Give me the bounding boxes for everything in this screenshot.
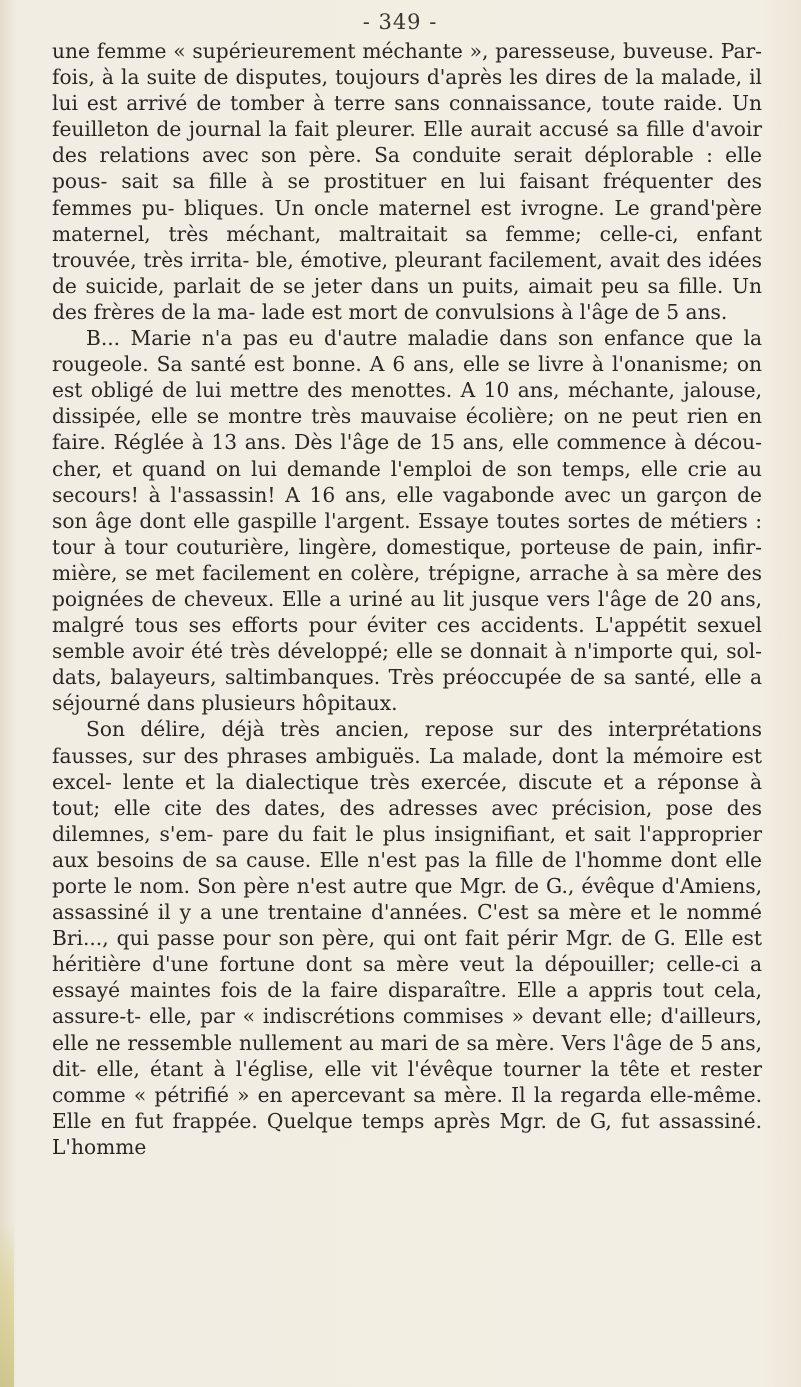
page-edge-stain: [0, 1220, 14, 1387]
paragraph-family-history: une femme « supérieurement méchante », paresseuse, buveuse. Par- fois, à la suite de disputes, toujours d'après les dires de la malade, il lui est arrivé de tomber à terre sans connaissance, toute raide. Un feuilleton de journal la fait pleurer. Elle aurait accusé sa fille d'avoir des relations avec son père. Sa conduite serait déplorable : elle pous- sait sa fille à se prostituer en lui faisant fréquenter des femmes pu- bliques. Un oncle maternel est ivrogne. Le grand'père maternel, très méchant, maltraitait sa femme; celle-ci, enfant trouvée, très irrita- ble, émotive, pleurant facilement, avait des idées de suicide, parlait de se jeter dans un puits, aimait peu sa fille. Un des frères de la ma- lade est mort de convulsions à l'âge de 5 ans.: [52, 39, 762, 324]
page-number: - 349 -: [362, 10, 438, 34]
body-text: [52, 38, 762, 1160]
paragraph-childhood: B... Marie n'a pas eu d'autre maladie dans son enfance que la rougeole. Sa santé est bonne. A 6 ans, elle se livre à l'onanisme; on est obligé de lui mettre des menottes. A 10 ans, méchante, jalouse, dissipée, elle se montre très mauvaise écolière; on ne peut rien en faire. Réglée à 13 ans. Dès l'âge de 15 ans, elle commence à décou- cher, et quand on lui demande l'emploi de son temps, elle crie au secours! à l'assassin! A 16 ans, elle vagabonde avec un garçon de son âge dont elle gaspille l'argent. Essaye toutes sortes de métiers : tour à tour couturière, lingère, domestique, porteuse de pain, infir- mière, se met facilement en colère, trépigne, arrache à sa mère des poignées de cheveux. Elle a uriné au lit jusque vers l'âge de 20 ans, malgré tous ses efforts pour éviter ces accidents. L'appétit sexuel semble avoir été très développé; elle se donnait à n'importe qui, sol- dats, balayeurs, saltimbanques. Très préoccupée de sa santé, elle a séjourné dans plusieurs hôpitaux.: [52, 326, 762, 716]
paragraph-delirium: Son délire, déjà très ancien, repose sur des interprétations fausses, sur des phrases ambiguës. La malade, dont la mémoire est excel- lente et la dialectique très exercée, discute et a réponse à tout; elle cite des dates, des adresses avec précision, pose des dilemnes, s'em- pare du fait le plus insignifiant, et sait l'approprier aux besoins de sa cause. Elle n'est pas la fille de l'homme dont elle porte le nom. Son père n'est autre que Mgr. de G., évêque d'Amiens, assassiné il y a une trentaine d'années. C'est sa mère et le nommé Bri..., qui passe pour son père, qui ont fait périr Mgr. de G. Elle est héritière d'une fortune dont sa mère veut la dépouiller; celle-ci a essayé maintes fois de la faire disparaître. Elle a appris tout cela, assure-t- elle, par « indiscrétions commises » devant elle; d'ailleurs, elle ne ressemble nullement au mari de sa mère. Vers l'âge de 5 ans, dit- elle, étant à l'église, elle vit l'évêque tourner la tête et rester comme « pétrifié » en apercevant sa mère. Il la regarda elle-même. Elle en fut frappée. Quelque temps après Mgr. de G, fut assassiné. L'homme: [52, 717, 762, 1159]
